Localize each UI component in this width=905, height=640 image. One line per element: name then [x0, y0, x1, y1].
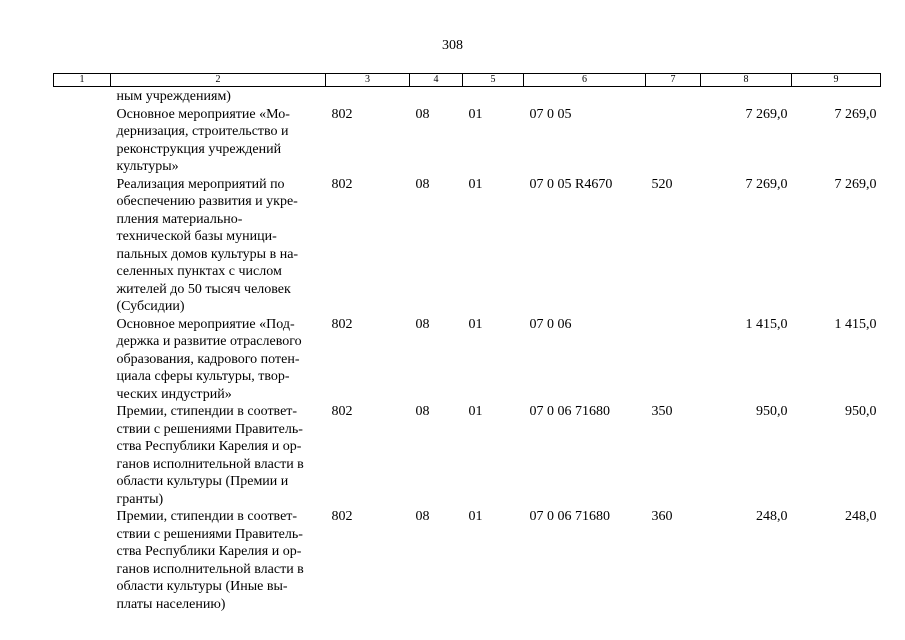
row-col-4: 08: [415, 316, 430, 332]
header-cell-8: 8: [701, 74, 792, 87]
row-col-7: [646, 87, 701, 106]
row-col-7: 520: [651, 176, 673, 192]
row-col-1: [54, 508, 111, 613]
row-name: ным учреждениям): [116, 89, 231, 104]
row-name: Премии, стипендии в соответ- ствии с решениями Правитель- ства Республики Карелия и ор- ганов исполнительной власти в области культуры (Премии и гранты): [116, 404, 304, 507]
row-col-8: 950,0: [756, 404, 788, 419]
row-col-8: [701, 87, 792, 106]
row-col-4: 08: [415, 176, 430, 192]
row-col-4: 08: [415, 404, 430, 419]
row-name: Основное мероприятие «Мо- дернизация, строительство и реконструкция учреждений культуры»: [116, 106, 290, 174]
header-cell-4: 4: [410, 74, 463, 87]
row-name: Премии, стипендии в соответ- ствии с решениями Правитель- ства Республики Карелия и ор- ганов исполнительной власти в области культуры (Иные вы- платы населению): [116, 509, 304, 612]
row-col-7: 360: [651, 509, 673, 524]
row-col-6: 07 0 05: [529, 106, 572, 122]
row-col-3: 802: [331, 404, 353, 419]
row-col-4: 08: [415, 509, 430, 524]
row-col-5: 01: [468, 106, 483, 122]
row-col-6: 07 0 06 71680: [529, 404, 610, 419]
row-col-1: [54, 316, 111, 404]
row-col-5: 01: [468, 316, 483, 332]
row-col-3: 802: [331, 509, 353, 524]
row-col-5: [463, 87, 524, 106]
row-name: Реализация мероприятий по обеспечению развития и укре- пления материально- технической базы муници- пальных домов культуры в на- селенных пунктах с числом жителей до 50 тысяч человек (Субсидии): [116, 176, 299, 314]
row-col-6: 07 0 06: [529, 316, 572, 332]
row-col-1: [54, 87, 111, 106]
row-col-6: 07 0 05 R4670: [529, 176, 613, 192]
row-col-9: 248,0: [845, 509, 877, 524]
header-cell-7: 7: [646, 74, 701, 87]
row-col-8: 248,0: [756, 509, 788, 524]
header-cell-6: 6: [524, 74, 646, 87]
table-row: [54, 106, 881, 176]
row-col-1: [54, 403, 111, 508]
row-col-9: 7 269,0: [834, 176, 877, 192]
row-col-6: 07 0 06 71680: [529, 509, 610, 524]
row-col-6: [524, 87, 646, 106]
header-row: [54, 74, 881, 87]
row-col-9: 7 269,0: [834, 106, 877, 122]
page-number: 308: [442, 38, 463, 53]
header-cell-1: 1: [54, 74, 111, 87]
header-cell-9: 9: [792, 74, 881, 87]
row-col-5: 01: [468, 176, 483, 192]
row-col-9: 1 415,0: [834, 316, 877, 332]
row-col-9: [792, 87, 881, 106]
row-col-1: [54, 176, 111, 316]
table-header: [54, 74, 881, 87]
table-row: [54, 316, 881, 404]
row-col-7: 350: [651, 404, 673, 419]
row-col-3: 802: [331, 176, 353, 192]
row-col-4: [410, 87, 463, 106]
row-name: Основное мероприятие «Под- держка и развитие отраслевого образования, кадрового потен- циала сферы культуры, твор- ческих индустрий»: [116, 316, 302, 402]
row-col-7: [646, 106, 701, 176]
row-col-3: [326, 87, 410, 106]
row-col-4: 08: [415, 106, 430, 122]
row-col-7: [646, 316, 701, 404]
table-row: [54, 403, 881, 508]
row-col-9: 950,0: [845, 404, 877, 419]
table-row: [54, 176, 881, 316]
header-cell-5: 5: [463, 74, 524, 87]
table-row: [54, 508, 881, 613]
row-col-5: 01: [468, 509, 483, 524]
row-col-8: 7 269,0: [745, 176, 788, 192]
table-row: [54, 87, 881, 106]
row-col-5: 01: [468, 404, 483, 419]
header-cell-2: 2: [111, 74, 326, 87]
header-cell-3: 3: [326, 74, 410, 87]
row-col-1: [54, 106, 111, 176]
row-col-8: 7 269,0: [745, 106, 788, 122]
table-body: [54, 87, 881, 614]
row-col-3: 802: [331, 316, 353, 332]
row-col-3: 802: [331, 106, 353, 122]
budget-table: [53, 73, 881, 613]
row-col-8: 1 415,0: [745, 316, 788, 332]
